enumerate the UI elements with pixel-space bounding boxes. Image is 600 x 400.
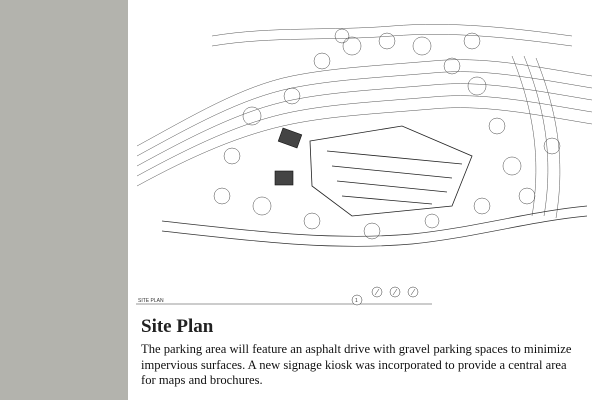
road bbox=[162, 206, 587, 246]
sheet-label: SITE PLAN bbox=[138, 298, 164, 304]
north-arrows bbox=[372, 287, 418, 297]
buildings bbox=[275, 128, 302, 185]
site-plan-drawing bbox=[132, 6, 594, 312]
sheet-number: 1 bbox=[355, 298, 358, 304]
left-sidebar bbox=[0, 0, 128, 400]
parking-area bbox=[310, 126, 472, 216]
caption-title: Site Plan bbox=[141, 316, 214, 337]
caption-body: The parking area will feature an asphalt drive with gravel parking spaces to minimize impervious surfaces. A new signage kiosk was incorporated to provide a central area for maps and brochures. bbox=[141, 342, 572, 387]
tree-canopies bbox=[214, 29, 560, 239]
caption-block bbox=[141, 316, 591, 389]
